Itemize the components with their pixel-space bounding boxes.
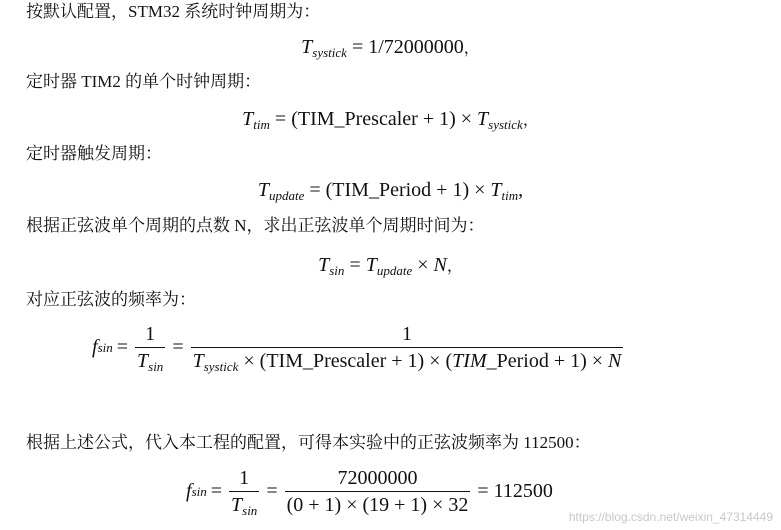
eq2-rhs-sub: systick [488, 117, 523, 132]
eq2-end: ， [522, 110, 539, 129]
eq4-rhs-sub: update [376, 263, 413, 278]
equation-tim [0, 106, 781, 133]
eq6-fraction-2 [285, 466, 471, 517]
eq1-rhs: = 1/72000000 [351, 36, 464, 58]
eq5-lhs: f [92, 336, 98, 358]
eq3-rhs-sub: tim [501, 188, 519, 203]
eq3-lhs-sub: update [268, 188, 305, 203]
text-line-2: 定时器 TIM2 的单个时钟周期： [26, 72, 262, 91]
eq5-fraction-2 [191, 322, 624, 373]
eq4-eq: = [349, 254, 361, 276]
text-line-1: 按默认配置，STM32 系统时钟周期为： [26, 2, 321, 21]
text-line-6: 根据上述公式，代入本工程的配置，可得本实验中的正弦波频率为 112500： [26, 433, 591, 452]
eq6-eq1: = [210, 480, 223, 502]
eq5-f2-den: $T_{systick}$ × (TIM_Prescaler + 1) × (TIM_Period + 1) × N [191, 347, 624, 373]
eq2-mid: = (TIM_Prescaler + 1) × [274, 108, 473, 130]
eq3-mid: = (TIM_Period + 1) × [309, 179, 486, 201]
equation-sin-frequency: f sin = $\frac{1}{T_{sin}}$ = $\frac{1}{T_{systick} \times (TIM\_Prescaler + 1) \times (TIM\_Period + 1) \times N}$ [92, 323, 622, 374]
eq3-rhs: T [490, 179, 502, 201]
eq5-eq2: = [172, 336, 184, 358]
eq3-lhs: T [257, 179, 269, 201]
text-line-5: 对应正弦波的频率为： [26, 290, 196, 309]
eq5-eq1: = [116, 336, 129, 358]
eq4-rhs: T [365, 254, 377, 276]
watermark-text: https://blog.csdn.net/weixin_47314449 [568, 510, 773, 524]
eq4-n: N [433, 254, 447, 276]
equation-systick [0, 34, 781, 61]
text-line-4: 根据正弦波单个周期的点数 N，求出正弦波单个周期时间为： [26, 216, 485, 235]
eq6-f2-den: (0 + 1) × (19 + 1) × 32 [285, 491, 471, 517]
eq4-end: ， [446, 256, 463, 275]
eq1-end: ， [463, 38, 480, 57]
eq5-fraction-1 [135, 322, 165, 373]
eq5-f2-num: 1 [401, 323, 412, 345]
eq2-rhs: T [477, 108, 489, 130]
eq6-result: = 112500 [477, 480, 553, 502]
eq1-lhs-sub: systick [312, 45, 347, 60]
text-line-3: 定时器触发周期： [26, 144, 162, 163]
eq3-end: , [518, 179, 524, 201]
equation-sin-period [0, 252, 781, 279]
eq5-f1-num: 1 [145, 323, 156, 345]
eq4-lhs: T [318, 254, 330, 276]
eq2-lhs-sub: tim [253, 117, 270, 132]
eq4-times: × [417, 254, 429, 276]
equation-update [0, 177, 781, 203]
eq6-lhs: f [186, 480, 192, 502]
eq6-f1-num: 1 [239, 467, 250, 489]
eq6-fraction-1 [229, 466, 259, 517]
eq2-lhs: T [242, 108, 254, 130]
eq1-lhs: T [301, 36, 313, 58]
eq5-f1-den: $T_{sin}$ [135, 347, 165, 373]
equation-sin-result: f sin = $\frac{1}{T_{sin}}$ = $\frac{72000000}{(0 + 1) \times (19 + 1) \times 32}$ = 112500 [186, 467, 553, 518]
eq6-f1-den: $T_{sin}$ [229, 491, 259, 517]
eq4-lhs-sub: sin [329, 263, 345, 278]
eq6-f2-num: 72000000 [337, 467, 418, 489]
eq6-eq2: = [266, 480, 278, 502]
